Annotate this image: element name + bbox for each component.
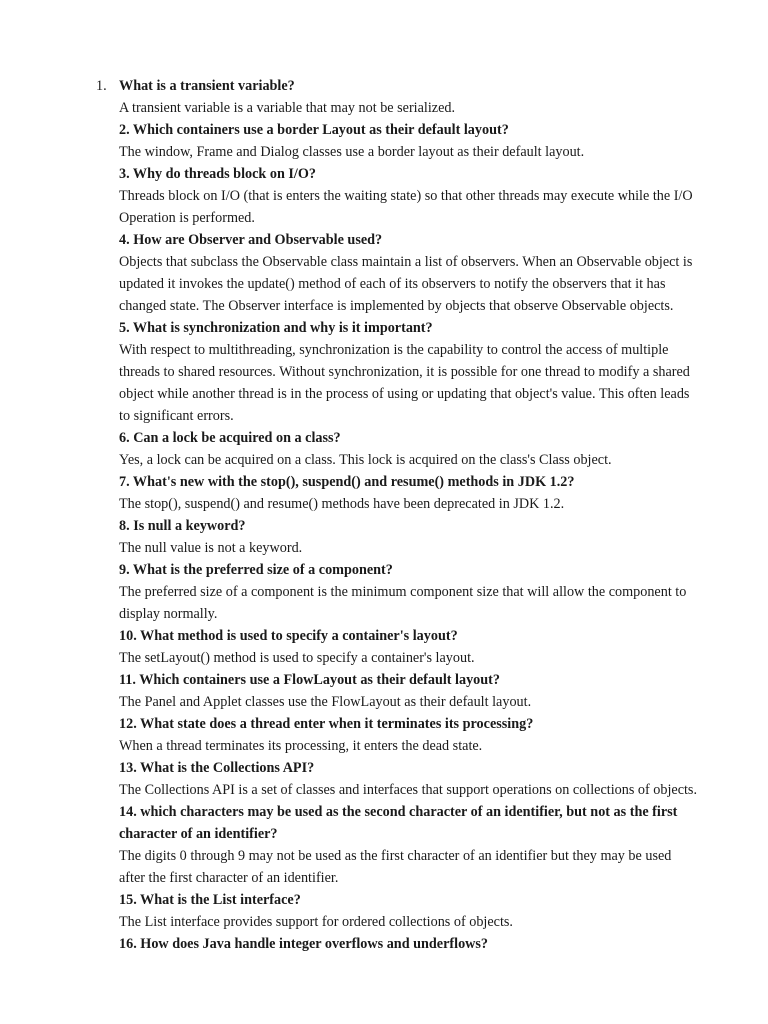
question-11: 11. Which containers use a FlowLayout as their default layout?: [119, 672, 500, 688]
qa-item-9: [119, 559, 709, 625]
answer-4: Objects that subclass the Observable class maintain a list of observers. When an Observable object is updated it invokes the update() method of each of its observers to notify the observers that it has changed state. The Observer interface is implemented by objects that observe Observable objects.: [119, 254, 693, 314]
answer-9: The preferred size of a component is the minimum component size that will allow the component to display normally.: [119, 584, 687, 622]
qa-item-4: [119, 229, 709, 317]
answer-2: The window, Frame and Dialog classes use a border layout as their default layout.: [119, 144, 585, 160]
list-number: 1.: [96, 78, 107, 94]
question-2: 2. Which containers use a border Layout as their default layout?: [119, 122, 509, 138]
question-8: 8. Is null a keyword?: [119, 518, 246, 534]
qa-item-16: [119, 933, 709, 955]
question-7: 7. What's new with the stop(), suspend() and resume() methods in JDK 1.2?: [119, 474, 575, 490]
qa-item-2: [119, 119, 709, 163]
qa-item-14: [119, 801, 709, 889]
question-4: 4. How are Observer and Observable used?: [119, 232, 383, 248]
answer-13: The Collections API is a set of classes and interfaces that support operations on collections of objects.: [119, 782, 698, 798]
question-1: What is a transient variable?: [119, 78, 295, 94]
qa-item-12: [119, 713, 709, 757]
question-6: 6. Can a lock be acquired on a class?: [119, 430, 341, 446]
qa-item-10: [119, 625, 709, 669]
answer-3: Threads block on I/O (that is enters the waiting state) so that other threads may execute while the I/O Operation is performed.: [119, 188, 693, 226]
answer-8: The null value is not a keyword.: [119, 540, 303, 556]
answer-10: The setLayout() method is used to specify a container's layout.: [119, 650, 475, 666]
qa-item-1: [96, 75, 709, 119]
qa-item-3: [119, 163, 709, 229]
qa-item-11: [119, 669, 709, 713]
answer-7: The stop(), suspend() and resume() methods have been deprecated in JDK 1.2.: [119, 496, 565, 512]
answer-12: When a thread terminates its processing, it enters the dead state.: [119, 738, 483, 754]
question-3: 3. Why do threads block on I/O?: [119, 166, 316, 182]
question-15: 15. What is the List interface?: [119, 892, 301, 908]
question-9: 9. What is the preferred size of a component?: [119, 562, 393, 578]
qa-list: [96, 75, 709, 955]
answer-11: The Panel and Applet classes use the FlowLayout as their default layout.: [119, 694, 532, 710]
question-13: 13. What is the Collections API?: [119, 760, 315, 776]
qa-item-7: [119, 471, 709, 515]
qa-item-5: [119, 317, 709, 427]
qa-item-15: [119, 889, 709, 933]
answer-14: The digits 0 through 9 may not be used as the first character of an identifier but they may be used after the first character of an identifier.: [119, 848, 672, 886]
question-12: 12. What state does a thread enter when it terminates its processing?: [119, 716, 534, 732]
question-10: 10. What method is used to specify a container's layout?: [119, 628, 458, 644]
answer-5: With respect to multithreading, synchronization is the capability to control the access of multiple threads to shared resources. Without synchronization, it is possible for one thread to modify a shared object while another thread is in the process of using or updating that object's value. This often leads to significant errors.: [119, 342, 690, 424]
question-5: 5. What is synchronization and why is it important?: [119, 320, 433, 336]
answer-1: A transient variable is a variable that may not be serialized.: [119, 100, 456, 116]
question-16: 16. How does Java handle integer overflows and underflows?: [119, 936, 489, 952]
answer-15: The List interface provides support for ordered collections of objects.: [119, 914, 513, 930]
qa-item-8: [119, 515, 709, 559]
question-14: 14. which characters may be used as the second character of an identifier, but not as the first character of an identifier?: [119, 804, 678, 842]
answer-6: Yes, a lock can be acquired on a class. This lock is acquired on the class's Class object.: [119, 452, 612, 468]
qa-item-13: [119, 757, 709, 801]
qa-item-6: [119, 427, 709, 471]
